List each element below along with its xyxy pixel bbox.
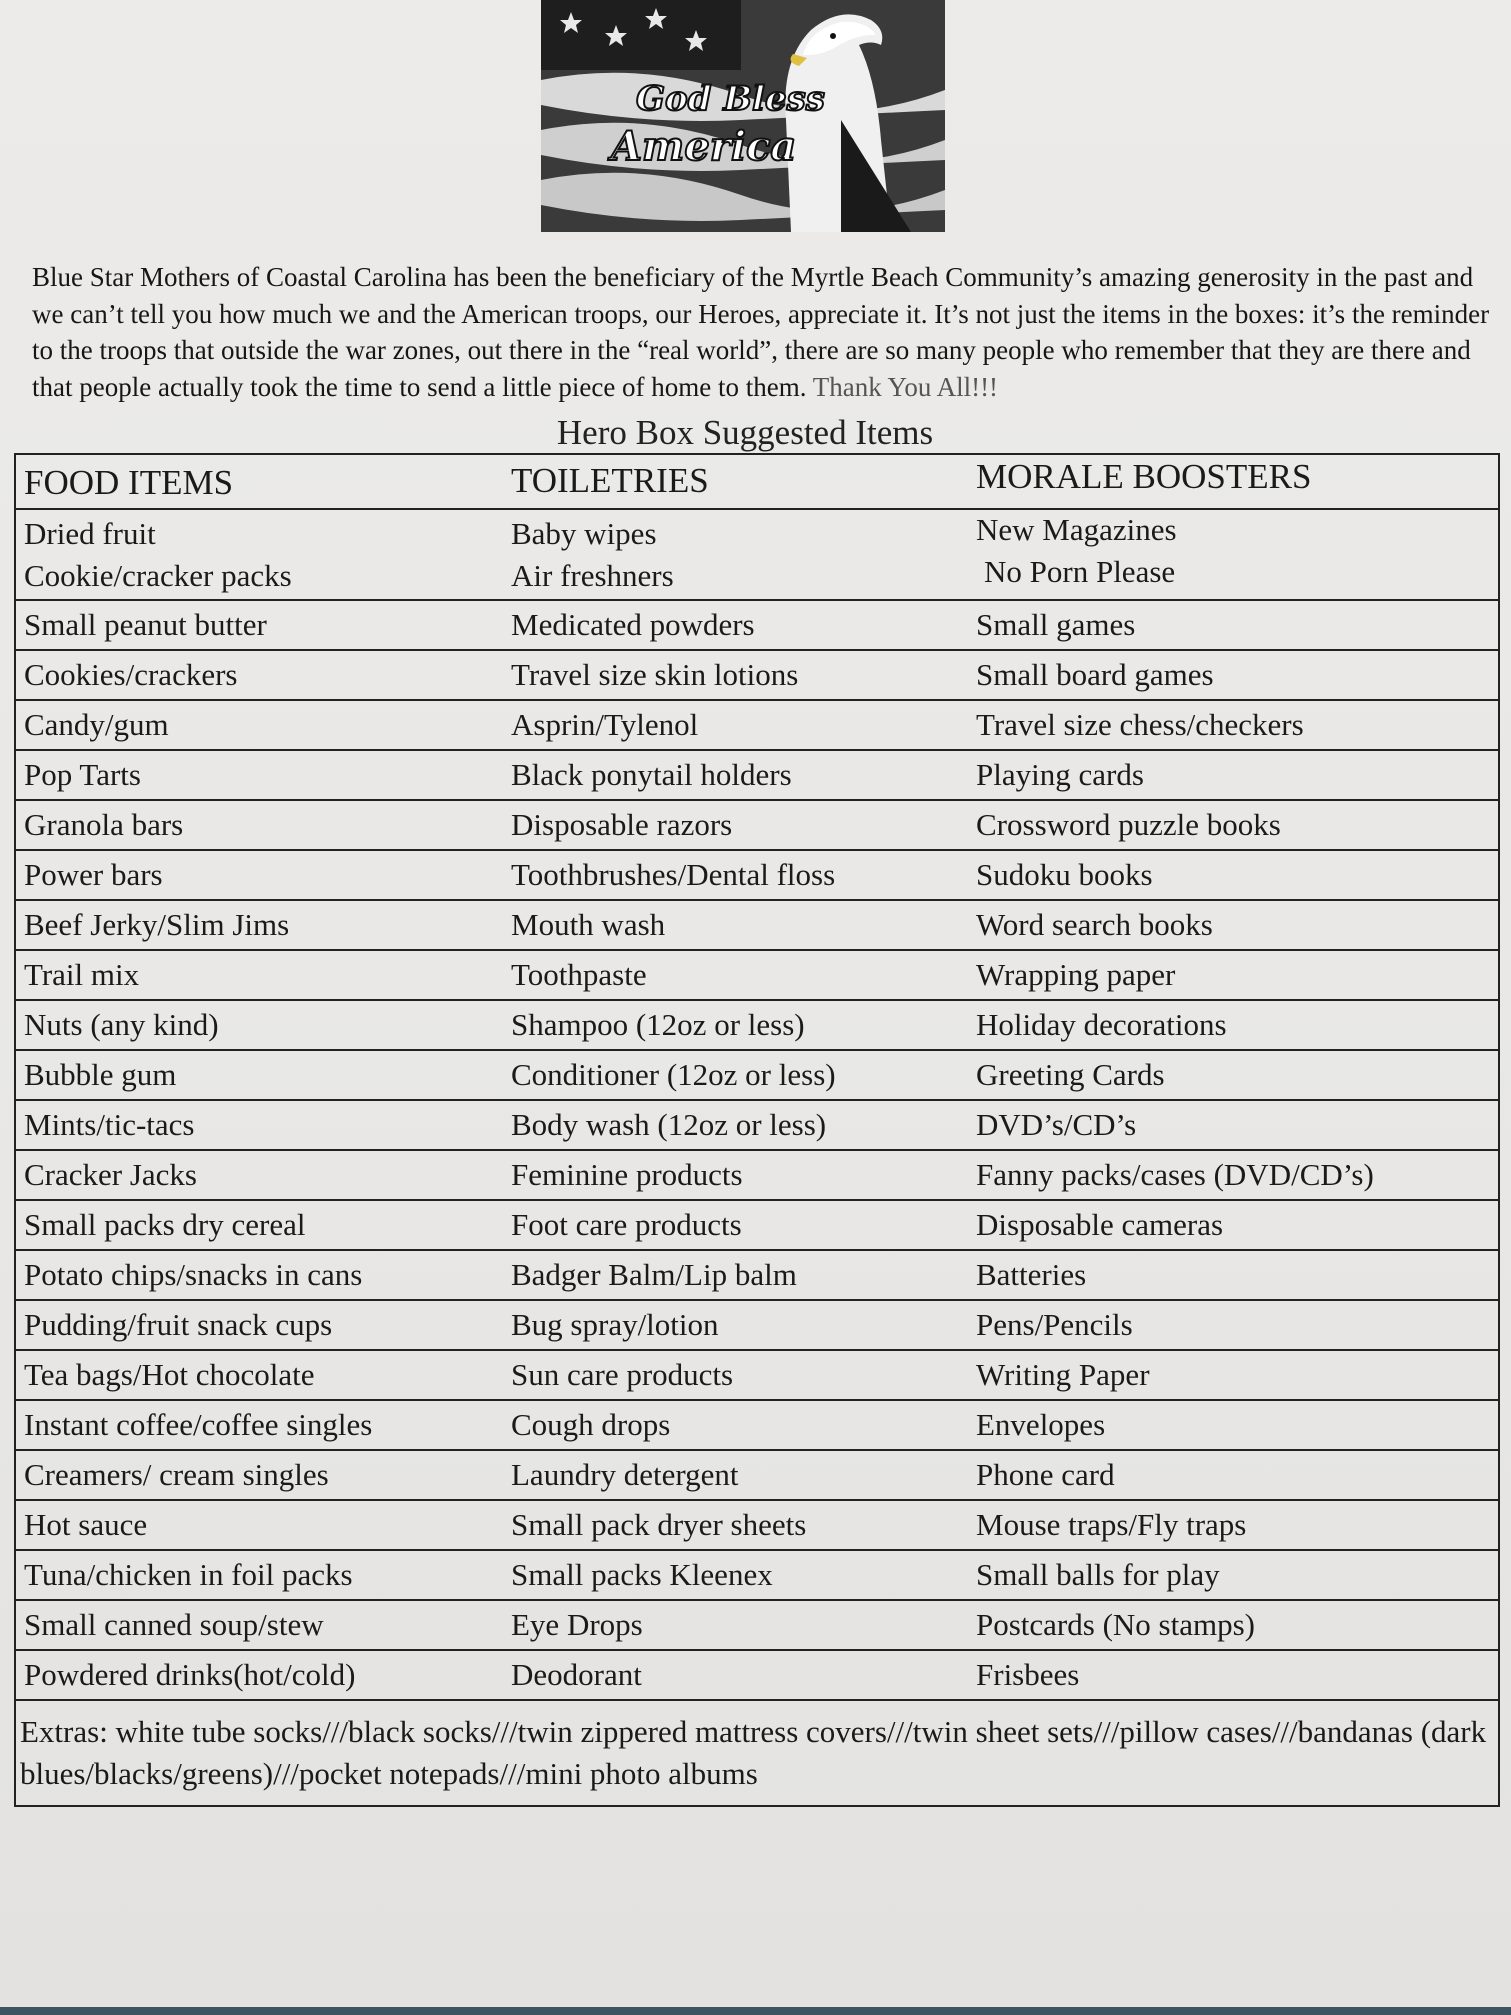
food-item: Candy/gum xyxy=(24,707,169,742)
food-item: Potato chips/snacks in cans xyxy=(24,1257,363,1292)
morale-item: Fanny packs/cases (DVD/CD’s) xyxy=(976,1157,1374,1192)
toiletry-item: Bug spray/lotion xyxy=(511,1307,719,1342)
table-row xyxy=(16,1251,1498,1301)
table-row xyxy=(16,1351,1498,1401)
food-item: Hot sauce xyxy=(24,1507,148,1542)
table-row xyxy=(16,951,1498,1001)
table-row xyxy=(16,751,1498,801)
morale-item: Batteries xyxy=(976,1257,1087,1292)
toiletry-item: Eye Drops xyxy=(511,1607,643,1642)
toiletry-item: Toothpaste xyxy=(511,957,647,992)
morale-item: New Magazines xyxy=(976,512,1177,547)
table-row xyxy=(16,1601,1498,1651)
morale-item: Writing Paper xyxy=(976,1357,1150,1392)
thank-you-text: Thank You All!!! xyxy=(812,371,999,402)
morale-item: Small board games xyxy=(976,657,1214,692)
morale-item: Phone card xyxy=(976,1457,1115,1492)
food-item: Small canned soup/stew xyxy=(24,1607,324,1642)
table-row xyxy=(16,651,1498,701)
morale-item: Frisbees xyxy=(976,1657,1080,1692)
table-title: Hero Box Suggested Items xyxy=(556,413,934,452)
food-item: Pudding/fruit snack cups xyxy=(24,1307,333,1342)
morale-item: Small balls for play xyxy=(976,1557,1220,1592)
food-item: Small peanut butter xyxy=(24,607,267,642)
toiletry-item: Foot care products xyxy=(511,1207,742,1242)
food-item: Granola bars xyxy=(24,807,184,842)
table-row xyxy=(16,901,1498,951)
table-row xyxy=(16,1651,1498,1701)
morale-item: Playing cards xyxy=(976,757,1144,792)
table-row xyxy=(16,1451,1498,1501)
food-item: Pop Tarts xyxy=(24,757,141,792)
table-row xyxy=(16,1151,1498,1201)
morale-item: Sudoku books xyxy=(976,857,1153,892)
toiletry-item: Laundry detergent xyxy=(511,1457,739,1492)
food-item: Powdered drinks(hot/cold) xyxy=(24,1657,356,1692)
header-morale-boosters: MORALE BOOSTERS xyxy=(976,457,1312,496)
morale-item: Small games xyxy=(976,607,1136,642)
food-item: Beef Jerky/Slim Jims xyxy=(24,907,290,942)
toiletry-item: Body wash (12oz or less) xyxy=(511,1107,827,1142)
toiletry-item: Air freshners xyxy=(511,558,674,593)
items-table xyxy=(14,453,1500,1807)
food-item: Power bars xyxy=(24,857,163,892)
toiletry-item: Small pack dryer sheets xyxy=(511,1507,807,1542)
table-row xyxy=(16,701,1498,751)
toiletry-item: Toothbrushes/Dental floss xyxy=(511,857,836,892)
table-row xyxy=(16,1551,1498,1601)
toiletry-item: Small packs Kleenex xyxy=(511,1557,773,1592)
toiletry-item: Baby wipes xyxy=(511,516,657,551)
bottom-edge xyxy=(0,2007,1511,2015)
morale-item: Envelopes xyxy=(976,1407,1106,1442)
eagle-flag-icon xyxy=(541,0,945,232)
morale-item: No Porn Please xyxy=(984,554,1176,589)
table-row xyxy=(16,1101,1498,1151)
toiletry-item: Deodorant xyxy=(511,1657,642,1692)
table-row xyxy=(16,851,1498,901)
morale-item: Crossword puzzle books xyxy=(976,807,1281,842)
toiletry-item: Shampoo (12oz or less) xyxy=(511,1007,805,1042)
toiletry-item: Disposable razors xyxy=(511,807,733,842)
morale-item: Word search books xyxy=(976,907,1213,942)
morale-item: DVD’s/CD’s xyxy=(976,1107,1137,1142)
table-row xyxy=(16,801,1498,851)
food-item: Cracker Jacks xyxy=(24,1157,197,1192)
toiletry-item: Cough drops xyxy=(511,1407,671,1442)
food-item: Mints/tic-tacs xyxy=(24,1107,195,1142)
table-row xyxy=(16,1201,1498,1251)
food-item: Small packs dry cereal xyxy=(24,1207,306,1242)
header-food-items: FOOD ITEMS xyxy=(24,463,234,502)
morale-item: Mouse traps/Fly traps xyxy=(976,1507,1247,1542)
toiletry-item: Badger Balm/Lip balm xyxy=(511,1257,797,1292)
food-item: Bubble gum xyxy=(24,1057,177,1092)
table-row xyxy=(16,1001,1498,1051)
food-item: Tuna/chicken in foil packs xyxy=(24,1557,353,1592)
toiletry-item: Sun care products xyxy=(511,1357,734,1392)
extras-note: Extras: white tube socks///black socks///twin zippered mattress covers///twin sheet sets///pillow cases///bandanas (dark blues/blacks/greens)///pocket notepads///mini photo albums xyxy=(20,1714,1487,1791)
table-row xyxy=(16,510,1498,601)
morale-item: Disposable cameras xyxy=(976,1207,1224,1242)
intro-paragraph xyxy=(32,259,1492,405)
morale-item: Wrapping paper xyxy=(976,957,1176,992)
table-row xyxy=(16,601,1498,651)
food-item: Trail mix xyxy=(24,957,140,992)
food-item: Cookies/crackers xyxy=(24,657,238,692)
morale-item: Greeting Cards xyxy=(976,1057,1165,1092)
table-row xyxy=(16,1501,1498,1551)
table-row xyxy=(16,1051,1498,1101)
toiletry-item: Feminine products xyxy=(511,1157,743,1192)
toiletry-item: Travel size skin lotions xyxy=(511,657,799,692)
morale-item: Postcards (No stamps) xyxy=(976,1607,1255,1642)
table-header-row xyxy=(16,455,1498,510)
morale-item: Holiday decorations xyxy=(976,1007,1227,1042)
svg-text:God Bless: God Bless xyxy=(636,79,825,119)
morale-item: Travel size chess/checkers xyxy=(976,707,1304,742)
god-bless-america-logo xyxy=(541,0,945,232)
svg-text:America: America xyxy=(611,123,797,170)
food-item: Cookie/cracker packs xyxy=(24,558,292,593)
morale-item: Pens/Pencils xyxy=(976,1307,1133,1342)
table-row xyxy=(16,1401,1498,1451)
header-toiletries: TOILETRIES xyxy=(511,461,709,500)
food-item: Dried fruit xyxy=(24,516,156,551)
toiletry-item: Asprin/Tylenol xyxy=(511,707,699,742)
toiletry-item: Medicated powders xyxy=(511,607,755,642)
table-row xyxy=(16,1301,1498,1351)
food-item: Tea bags/Hot chocolate xyxy=(24,1357,315,1392)
intro-text: Blue Star Mothers of Coastal Carolina has been the beneficiary of the Myrtle Beach Community’s amazing generosity in the past and we can’t tell you how much we and the American troops, our Heroes, appreciate it. It’s not just the items in the boxes: it’s the reminder to the troops that outside the war zones, out there in the “real world”, there are so many people who remember that they are there and that people actually took the time to send a little piece of home to them. xyxy=(32,262,1490,402)
food-item: Nuts (any kind) xyxy=(24,1007,219,1042)
food-item: Creamers/ cream singles xyxy=(24,1457,329,1492)
toiletry-item: Black ponytail holders xyxy=(511,757,792,792)
food-item: Instant coffee/coffee singles xyxy=(24,1407,373,1442)
toiletry-item: Conditioner (12oz or less) xyxy=(511,1057,836,1092)
toiletry-item: Mouth wash xyxy=(511,907,666,942)
